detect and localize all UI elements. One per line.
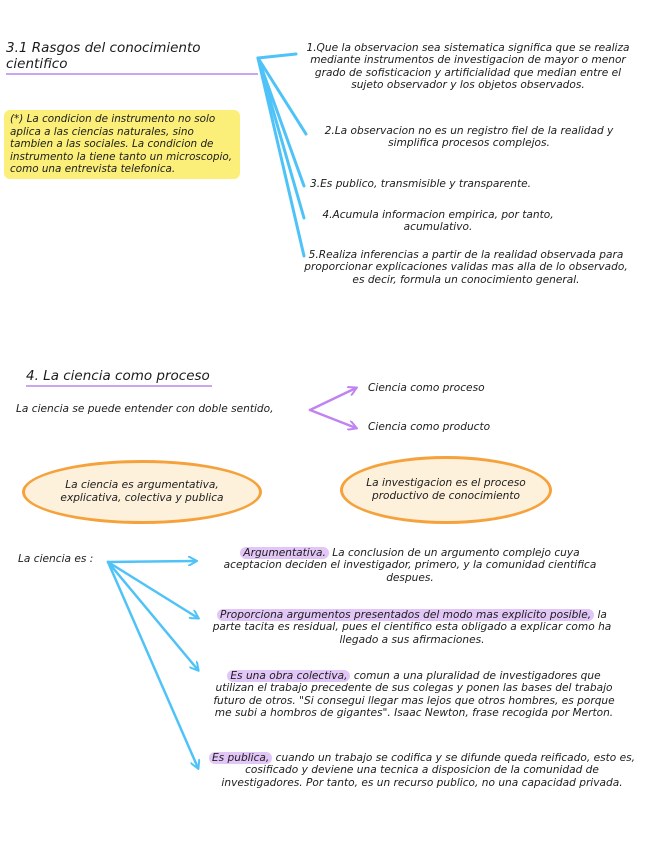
arrow-to-item-2 <box>258 58 306 134</box>
arrow-to-product <box>310 410 356 428</box>
branch-process: Ciencia como proceso <box>368 382 485 394</box>
trait-item-3: 3.Es publico, transmisible y transparente. <box>310 178 532 190</box>
branch-product: Ciencia como producto <box>368 421 491 433</box>
arrow-to-process <box>310 388 356 410</box>
prop-colectiva <box>212 670 616 720</box>
trait-item-4: 4.Acumula informacion empirica, por tanto, acumulativo. <box>322 209 554 234</box>
trait-item-5: 5.Realiza inferencias a partir de la realidad observada para proporcionar explicaciones validas mas alla de lo observado, es decir, formula un conocimiento general. <box>304 249 628 286</box>
prop-publica-title: Es publica, <box>209 752 272 764</box>
prop-colectiva-text: comun a una pluralidad de investigadores que utilizan el trabajo precedente de sus colegas y ponen las bases del trabajo futuro de otros. "Si consegui llegar mas lejos que otros hombres, es porque me subi a hombros de gigantes". Isaac Newton, frase recogida por Merton. <box>213 670 615 720</box>
prop-argumentativa-text: La conclusion de un argumento complejo cuya aceptacion deciden el investigador, primero, y la comunidad cientifica despues. <box>223 547 597 584</box>
section-4-heading: 4. La ciencia como proceso <box>26 368 212 387</box>
prop-publica-text: cuando un trabajo se codifica y se difunde queda reificado, esto es, cosificado y deviene una tecnica a disposicion de la comunidad de investigadores. Por tanto, es un recurso publico, no una capacidad privada. <box>221 752 636 789</box>
arrow-to-item-5 <box>258 58 304 256</box>
arrow-to-explicito <box>108 562 198 618</box>
traits-arrows <box>258 54 306 256</box>
oval-investigacion-text: La investigacion es el proceso productivo de conocimiento <box>366 477 526 502</box>
prop-argumentativa-title: Argumentativa. <box>240 547 328 559</box>
ciencia-es-arrows <box>108 561 198 768</box>
instrument-note-text: (*) La condicion de instrumento no solo aplica a las ciencias naturales, sino tambien a las sociales. La condicion de instrumento la tiene tanto un microscopio, como una entrevista telefonica. <box>4 110 240 179</box>
oval-investigacion <box>340 456 552 524</box>
arrow-to-item-3 <box>258 58 304 186</box>
arrow-to-publica <box>108 562 198 768</box>
section-3-heading: 3.1 Rasgos del conocimiento cientifico <box>6 40 258 75</box>
ciencia-es-label: La ciencia es : <box>18 553 94 565</box>
arrow-to-item-4 <box>258 58 304 218</box>
prop-explicito-text: la parte tacita es residual, pues el cientifico esta obligado a explicar como ha llegado a sus afirmaciones. <box>212 609 612 646</box>
oval-ciencia-text: La ciencia es argumentativa, explicativa, colectiva y publica <box>60 479 224 504</box>
trait-item-2: 2.La observacion no es un registro fiel de la realidad y simplifica procesos complejos. <box>324 125 614 150</box>
arrow-to-colectiva <box>108 562 198 670</box>
oval-ciencia <box>22 460 262 524</box>
instrument-note <box>4 110 240 179</box>
double-sense-arrows <box>310 388 356 428</box>
trait-item-1: 1.Que la observacion sea sistematica significa que se realiza mediante instrumentos de investigacion de mayor o menor grado de sofisticacion y artificialidad que median entre el sujeto observador y los objetos observados. <box>306 42 630 92</box>
prop-colectiva-title: Es una obra colectiva, <box>227 670 350 682</box>
prop-explicito-title: Proporciona argumentos presentados del modo mas explicito posible, <box>217 609 594 621</box>
double-sense-text: La ciencia se puede entender con doble sentido, <box>16 403 274 415</box>
prop-explicito <box>210 609 614 646</box>
prop-argumentativa <box>212 547 608 584</box>
arrow-to-item-1 <box>258 54 296 58</box>
prop-publica <box>208 752 636 789</box>
